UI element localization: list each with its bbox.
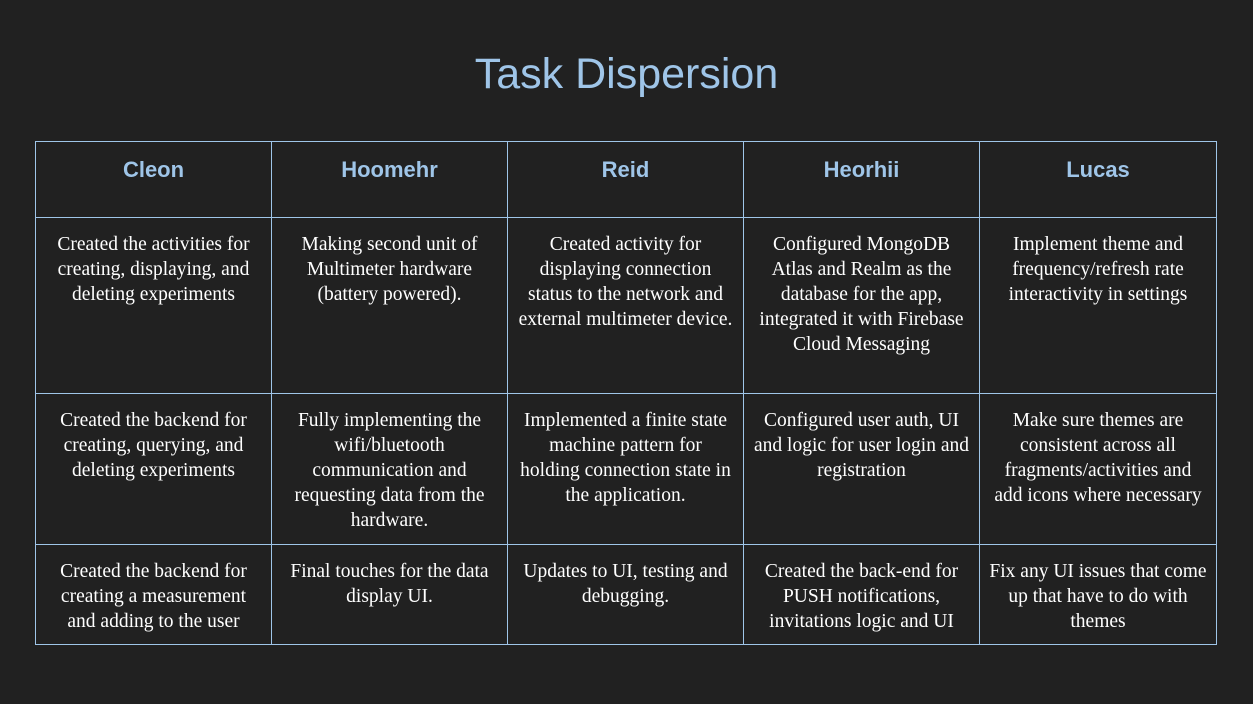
table-cell: Fully implementing the wifi/bluetooth communication and requesting data from the hardware. [272, 394, 508, 545]
table-cell: Configured user auth, UI and logic for user login and registration [744, 394, 980, 545]
table-cell: Updates to UI, testing and debugging. [508, 545, 744, 645]
header-row [36, 142, 1217, 218]
table-cell: Created the backend for creating a measurement and adding to the user [36, 545, 272, 645]
table-row [36, 394, 1217, 545]
table-cell: Fix any UI issues that come up that have to do with themes [980, 545, 1217, 645]
header-cell-heorhii: Heorhii [744, 142, 980, 218]
table-cell: Configured MongoDB Atlas and Realm as the database for the app, integrated it with Firebase Cloud Messaging [744, 218, 980, 394]
slide-title: Task Dispersion [474, 50, 779, 98]
header-cell-hoomehr: Hoomehr [272, 142, 508, 218]
task-table [35, 141, 1217, 645]
table-cell: Final touches for the data display UI. [272, 545, 508, 645]
table-row [36, 218, 1217, 394]
table-cell: Implement theme and frequency/refresh rate interactivity in settings [980, 218, 1217, 394]
table-row [36, 545, 1217, 645]
table-cell: Created the activities for creating, displaying, and deleting experiments [36, 218, 272, 394]
header-cell-reid: Reid [508, 142, 744, 218]
header-cell-cleon: Cleon [36, 142, 272, 218]
table-cell: Created the backend for creating, querying, and deleting experiments [36, 394, 272, 545]
header-cell-lucas: Lucas [980, 142, 1217, 218]
table-cell: Make sure themes are consistent across all fragments/activities and add icons where necessary [980, 394, 1217, 545]
table-cell: Implemented a finite state machine pattern for holding connection state in the application. [508, 394, 744, 545]
table-cell: Created activity for displaying connection status to the network and external multimeter device. [508, 218, 744, 394]
table-cell: Created the back-end for PUSH notifications, invitations logic and UI [744, 545, 980, 645]
table-cell: Making second unit of Multimeter hardware (battery powered). [272, 218, 508, 394]
